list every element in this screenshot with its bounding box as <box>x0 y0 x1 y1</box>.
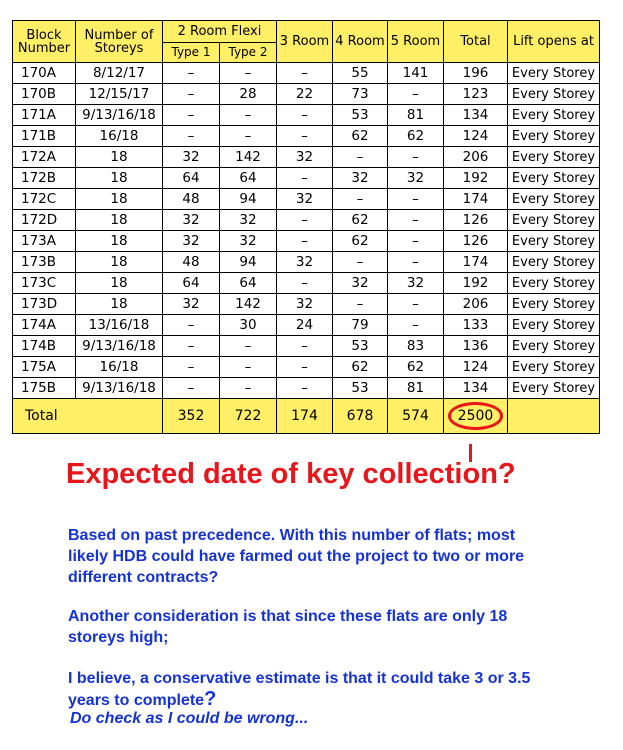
cell-3-room: – <box>277 210 333 231</box>
cell-type-1: 32 <box>163 210 220 231</box>
cell-5-room: – <box>388 231 444 252</box>
cell-4-room: – <box>333 189 388 210</box>
cell-block: 173A <box>13 231 76 252</box>
cell-3-room: – <box>277 273 333 294</box>
cell-type-2: 94 <box>220 189 277 210</box>
cell-total: 192 <box>444 168 508 189</box>
cell-lift-opens-at: Every Storey <box>508 189 600 210</box>
cell-lift-opens-at: Every Storey <box>508 84 600 105</box>
cell-type-1: 32 <box>163 147 220 168</box>
cell-storeys: 18 <box>76 294 163 315</box>
cell-5-room: 81 <box>388 378 444 399</box>
cell-3-room: – <box>277 231 333 252</box>
table-row <box>13 273 600 294</box>
cell-lift-opens-at: Every Storey <box>508 105 600 126</box>
grand-total-cell <box>444 399 508 434</box>
header-total: Total <box>444 21 508 63</box>
cell-4-room: 79 <box>333 315 388 336</box>
cell-4-room: 73 <box>333 84 388 105</box>
cell-storeys: 16/18 <box>76 357 163 378</box>
total-3-room: 174 <box>277 399 333 434</box>
cell-4-room: – <box>333 147 388 168</box>
cell-total: 192 <box>444 273 508 294</box>
cell-4-room: 62 <box>333 231 388 252</box>
cell-5-room: 32 <box>388 168 444 189</box>
table-row <box>13 105 600 126</box>
cell-lift-opens-at: Every Storey <box>508 357 600 378</box>
cell-lift-opens-at: Every Storey <box>508 126 600 147</box>
cell-block: 174A <box>13 315 76 336</box>
header-number-of-storeys: Number of Storeys <box>76 21 163 63</box>
cell-5-room: 83 <box>388 336 444 357</box>
cell-type-1: – <box>163 63 220 84</box>
cell-total: 126 <box>444 210 508 231</box>
cell-block: 170B <box>13 84 76 105</box>
cell-total: 174 <box>444 189 508 210</box>
header-5-room: 5 Room <box>388 21 444 63</box>
header-4-room: 4 Room <box>333 21 388 63</box>
cell-storeys: 9/13/16/18 <box>76 336 163 357</box>
cell-total: 126 <box>444 231 508 252</box>
cell-3-room: – <box>277 126 333 147</box>
cell-3-room: – <box>277 357 333 378</box>
cell-type-2: 142 <box>220 294 277 315</box>
cell-storeys: 13/16/18 <box>76 315 163 336</box>
cell-5-room: – <box>388 315 444 336</box>
cell-4-room: 62 <box>333 357 388 378</box>
cell-lift-opens-at: Every Storey <box>508 147 600 168</box>
cell-lift-opens-at: Every Storey <box>508 273 600 294</box>
cell-3-room: – <box>277 63 333 84</box>
table-row <box>13 147 600 168</box>
cell-3-room: 24 <box>277 315 333 336</box>
headline: Expected date of key collection? <box>66 458 516 490</box>
table-row <box>13 357 600 378</box>
cell-block: 172D <box>13 210 76 231</box>
cell-type-2: – <box>220 63 277 84</box>
cell-block: 172C <box>13 189 76 210</box>
cell-4-room: – <box>333 252 388 273</box>
cell-type-1: – <box>163 315 220 336</box>
cell-type-2: 64 <box>220 273 277 294</box>
table-row <box>13 63 600 84</box>
cell-type-2: – <box>220 126 277 147</box>
cell-total: 134 <box>444 378 508 399</box>
disclaimer-note: Do check as I could be wrong... <box>70 710 309 727</box>
cell-storeys: 18 <box>76 273 163 294</box>
table-row <box>13 294 600 315</box>
cell-storeys: 18 <box>76 252 163 273</box>
cell-lift-opens-at: Every Storey <box>508 210 600 231</box>
cell-4-room: 53 <box>333 378 388 399</box>
cell-3-room: – <box>277 105 333 126</box>
header-3-room: 3 Room <box>277 21 333 63</box>
cell-5-room: – <box>388 84 444 105</box>
cell-type-2: – <box>220 336 277 357</box>
cell-storeys: 18 <box>76 168 163 189</box>
cell-5-room: – <box>388 294 444 315</box>
cell-4-room: 53 <box>333 336 388 357</box>
table-row <box>13 252 600 273</box>
cell-type-1: 48 <box>163 189 220 210</box>
cell-total: 124 <box>444 126 508 147</box>
table-body <box>13 63 600 399</box>
cell-storeys: 8/12/17 <box>76 63 163 84</box>
cell-block: 175B <box>13 378 76 399</box>
table-row <box>13 84 600 105</box>
cell-block: 173C <box>13 273 76 294</box>
paragraph-estimate-text: I believe, a conservative estimate is that it could take 3 or 3.5 years to complete <box>68 670 531 709</box>
cell-type-2: 94 <box>220 252 277 273</box>
cell-lift-opens-at: Every Storey <box>508 252 600 273</box>
cell-block: 173B <box>13 252 76 273</box>
cell-4-room: 32 <box>333 168 388 189</box>
header-type-1: Type 1 <box>163 43 220 63</box>
cell-lift-opens-at: Every Storey <box>508 315 600 336</box>
cell-type-2: 32 <box>220 231 277 252</box>
table-row <box>13 189 600 210</box>
cell-total: 136 <box>444 336 508 357</box>
cell-block: 171B <box>13 126 76 147</box>
cell-type-1: – <box>163 378 220 399</box>
cell-3-room: – <box>277 336 333 357</box>
cell-total: 206 <box>444 147 508 168</box>
cell-lift-opens-at: Every Storey <box>508 231 600 252</box>
cell-5-room: – <box>388 189 444 210</box>
cell-5-room: 141 <box>388 63 444 84</box>
cell-3-room: 32 <box>277 189 333 210</box>
cell-type-1: – <box>163 357 220 378</box>
header-2-room-flexi: 2 Room Flexi <box>163 21 277 43</box>
cell-type-2: 28 <box>220 84 277 105</box>
cell-type-2: – <box>220 378 277 399</box>
table-row <box>13 315 600 336</box>
cell-type-1: – <box>163 126 220 147</box>
cell-5-room: – <box>388 252 444 273</box>
cell-storeys: 18 <box>76 231 163 252</box>
cell-type-1: 64 <box>163 168 220 189</box>
paragraph-contracts: Based on past precedence. With this number of flats; most likely HDB could have farmed out the project to two or more different contracts? <box>68 527 525 586</box>
cell-5-room: 81 <box>388 105 444 126</box>
cell-4-room: 53 <box>333 105 388 126</box>
cell-5-room: 62 <box>388 126 444 147</box>
cell-lift-opens-at: Every Storey <box>508 168 600 189</box>
cell-type-1: – <box>163 84 220 105</box>
cell-block: 170A <box>13 63 76 84</box>
cell-4-room: 62 <box>333 126 388 147</box>
total-lift-empty <box>508 399 600 434</box>
table-row <box>13 378 600 399</box>
cell-type-1: 32 <box>163 294 220 315</box>
cell-type-1: 32 <box>163 231 220 252</box>
total-type-2: 722 <box>220 399 277 434</box>
cell-5-room: – <box>388 147 444 168</box>
paragraph-storeys: Another consideration is that since these flats are only 18 storeys high; <box>68 608 508 646</box>
table-row <box>13 231 600 252</box>
cell-5-room: – <box>388 210 444 231</box>
cell-lift-opens-at: Every Storey <box>508 294 600 315</box>
cell-total: 206 <box>444 294 508 315</box>
cell-type-2: – <box>220 105 277 126</box>
total-row-label: Total <box>13 399 163 434</box>
cell-type-2: – <box>220 357 277 378</box>
cell-storeys: 16/18 <box>76 126 163 147</box>
total-5-room: 574 <box>388 399 444 434</box>
cell-block: 173D <box>13 294 76 315</box>
cell-storeys: 9/13/16/18 <box>76 105 163 126</box>
cell-4-room: 55 <box>333 63 388 84</box>
table-row <box>13 210 600 231</box>
cell-block: 171A <box>13 105 76 126</box>
cell-storeys: 18 <box>76 189 163 210</box>
cell-total: 124 <box>444 357 508 378</box>
cell-total: 174 <box>444 252 508 273</box>
cell-3-room: 22 <box>277 84 333 105</box>
cell-5-room: 32 <box>388 273 444 294</box>
header-block-number: Block Number <box>13 21 76 63</box>
total-4-room: 678 <box>333 399 388 434</box>
cell-storeys: 12/15/17 <box>76 84 163 105</box>
cell-3-room: 32 <box>277 294 333 315</box>
cell-total: 196 <box>444 63 508 84</box>
cell-lift-opens-at: Every Storey <box>508 336 600 357</box>
question-mark: ? <box>204 688 217 710</box>
cell-type-1: – <box>163 336 220 357</box>
cell-3-room: – <box>277 378 333 399</box>
cell-total: 123 <box>444 84 508 105</box>
cell-block: 172A <box>13 147 76 168</box>
cell-total: 133 <box>444 315 508 336</box>
header-type-2: Type 2 <box>220 43 277 63</box>
cell-block: 175A <box>13 357 76 378</box>
cell-3-room: – <box>277 168 333 189</box>
cell-3-room: 32 <box>277 147 333 168</box>
grand-total-highlight: 2500 <box>448 402 504 430</box>
paragraph-estimate <box>68 668 548 711</box>
table-row <box>13 168 600 189</box>
cell-4-room: 62 <box>333 210 388 231</box>
cell-4-room: 32 <box>333 273 388 294</box>
total-type-1: 352 <box>163 399 220 434</box>
table-row <box>13 336 600 357</box>
cell-type-2: 32 <box>220 210 277 231</box>
cell-block: 174B <box>13 336 76 357</box>
cell-block: 172B <box>13 168 76 189</box>
table-row <box>13 126 600 147</box>
cell-type-1: 48 <box>163 252 220 273</box>
flat-allocation-table <box>12 20 600 434</box>
cell-3-room: 32 <box>277 252 333 273</box>
cell-type-2: 64 <box>220 168 277 189</box>
cell-lift-opens-at: Every Storey <box>508 63 600 84</box>
header-lift-opens-at: Lift opens at <box>508 21 600 63</box>
cell-storeys: 18 <box>76 210 163 231</box>
cell-lift-opens-at: Every Storey <box>508 378 600 399</box>
cell-type-1: – <box>163 105 220 126</box>
cell-total: 134 <box>444 105 508 126</box>
cell-type-1: 64 <box>163 273 220 294</box>
cell-storeys: 9/13/16/18 <box>76 378 163 399</box>
cell-type-2: 30 <box>220 315 277 336</box>
cell-5-room: 62 <box>388 357 444 378</box>
cell-4-room: – <box>333 294 388 315</box>
cell-type-2: 142 <box>220 147 277 168</box>
cell-storeys: 18 <box>76 147 163 168</box>
